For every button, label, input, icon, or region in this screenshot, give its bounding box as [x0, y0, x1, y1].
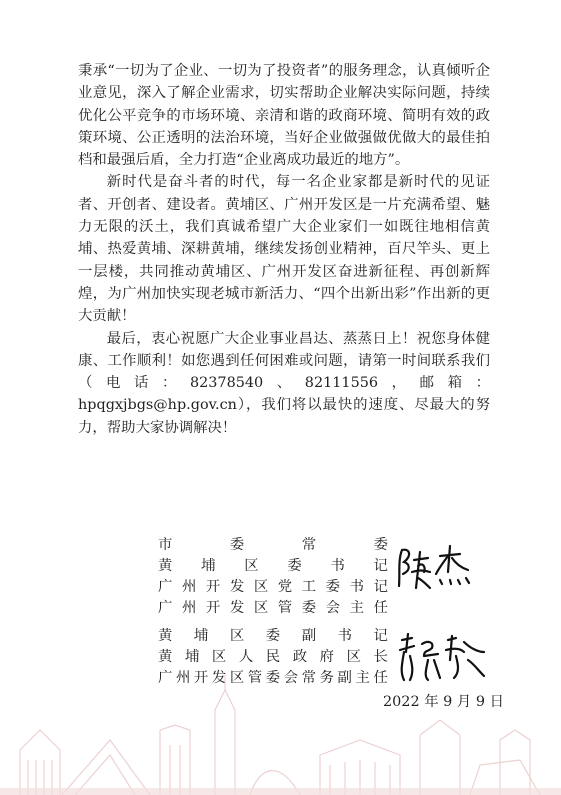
title-char: 记	[373, 558, 388, 574]
title-char: 常	[301, 670, 317, 686]
title-char: 任	[373, 600, 388, 616]
signature-1	[396, 542, 476, 594]
title-line	[158, 556, 388, 577]
title-char: 委	[229, 537, 245, 553]
title-char: 政	[292, 649, 308, 665]
title-char: 主	[349, 600, 365, 616]
title-char: 委	[373, 537, 388, 553]
title-char: 长	[373, 649, 388, 665]
title-char: 发	[211, 670, 227, 686]
paragraph-2: 新时代是奋斗者的时代，每一名企业家都是新时代的见证者、开创者、建设者。黄埔区、广州开发区是一片充满希望、魅力无限的沃土，我们真诚希望广大企业家们一如既往地相信黄埔、热爱黄埔、深耕黄埔，继续发扬创业精神，百尺竿头、更上一层楼，共同推动黄埔区、广州开发区奋进新征程、再创新辉煌，为广州加快实现老城市新活力、“四个出新出彩”作出新的更大贡献！	[78, 174, 490, 325]
paragraph-1: 秉承“一切为了企业、一切为了投资者”的服务理念，认真倾听企业意见，深入了解企业需求，切实帮助企业解决实际问题，持续优化公平竞争的市场环境、亲清和谐的政商环境、简明有效的政策环境、公正透明的法治环境，当好企业做强做优做大的最佳拍档和最强后盾，全力打造“企业离成功最近的地方”。	[78, 63, 490, 169]
title-char: 委	[301, 600, 317, 616]
title-line	[158, 647, 388, 668]
letter-date: 2022 年 9 月 9 日	[383, 694, 504, 710]
title-char: 人	[238, 649, 254, 665]
title-char: 埔	[184, 649, 200, 665]
title-char: 市	[158, 537, 173, 553]
title-char: 民	[265, 649, 281, 665]
title-char: 任	[373, 670, 388, 686]
title-char: 书	[337, 628, 353, 644]
title-char: 常	[301, 537, 317, 553]
title-char: 务	[319, 670, 334, 686]
city-skyline-decoration	[0, 670, 561, 795]
title-char: 区	[253, 579, 269, 595]
paragraph-3: 最后，衷心祝愿广大企业事业昌达、蒸蒸日上！祝您身体健康、工作顺利！如您遇到任何困难或问题，请第一时间联系我们（电话：82378540、82111556，邮箱：hpqgxjbgs@hp.gov.cn），我们将以最快的速度、尽最大的努力，帮助大家协调解决！	[78, 330, 490, 436]
title-char: 区	[211, 649, 227, 665]
title-line	[158, 577, 388, 598]
title-char: 书	[349, 579, 365, 595]
title-char: 区	[229, 670, 245, 686]
title-char: 会	[325, 600, 341, 616]
title-char: 广	[158, 600, 173, 616]
title-char: 广	[158, 579, 173, 595]
title-char: 记	[373, 628, 388, 644]
title-char: 发	[229, 600, 245, 616]
title-char: 区	[346, 649, 361, 665]
signatory-1-titles	[158, 535, 388, 619]
title-char: 黄	[158, 558, 173, 574]
title-char: 黄	[158, 649, 173, 665]
title-char: 州	[175, 670, 191, 686]
title-char: 委	[265, 628, 281, 644]
title-char: 记	[373, 579, 388, 595]
title-char: 书	[330, 558, 345, 574]
title-char: 委	[325, 579, 341, 595]
title-char: 会	[283, 670, 299, 686]
title-char: 管	[277, 600, 293, 616]
title-char: 主	[355, 670, 370, 686]
letter-body	[78, 60, 490, 439]
title-char: 开	[205, 579, 221, 595]
title-line	[158, 626, 388, 647]
title-char: 府	[319, 649, 335, 665]
title-char: 副	[301, 628, 317, 644]
title-char: 埔	[193, 628, 209, 644]
title-line	[158, 598, 388, 619]
title-char: 黄	[158, 628, 173, 644]
title-char: 发	[229, 579, 245, 595]
title-char: 区	[229, 628, 245, 644]
title-char: 区	[253, 600, 269, 616]
title-char: 党	[277, 579, 293, 595]
title-char: 委	[287, 558, 302, 574]
title-char: 埔	[201, 558, 216, 574]
title-char: 开	[205, 600, 221, 616]
title-char: 管	[247, 670, 263, 686]
title-char: 广	[158, 670, 173, 686]
title-char: 工	[301, 579, 317, 595]
title-char: 副	[337, 670, 352, 686]
title-char: 州	[181, 600, 197, 616]
title-char: 区	[244, 558, 259, 574]
title-char: 开	[193, 670, 209, 686]
title-char: 委	[265, 670, 281, 686]
title-line	[158, 535, 388, 556]
title-char: 州	[181, 579, 197, 595]
